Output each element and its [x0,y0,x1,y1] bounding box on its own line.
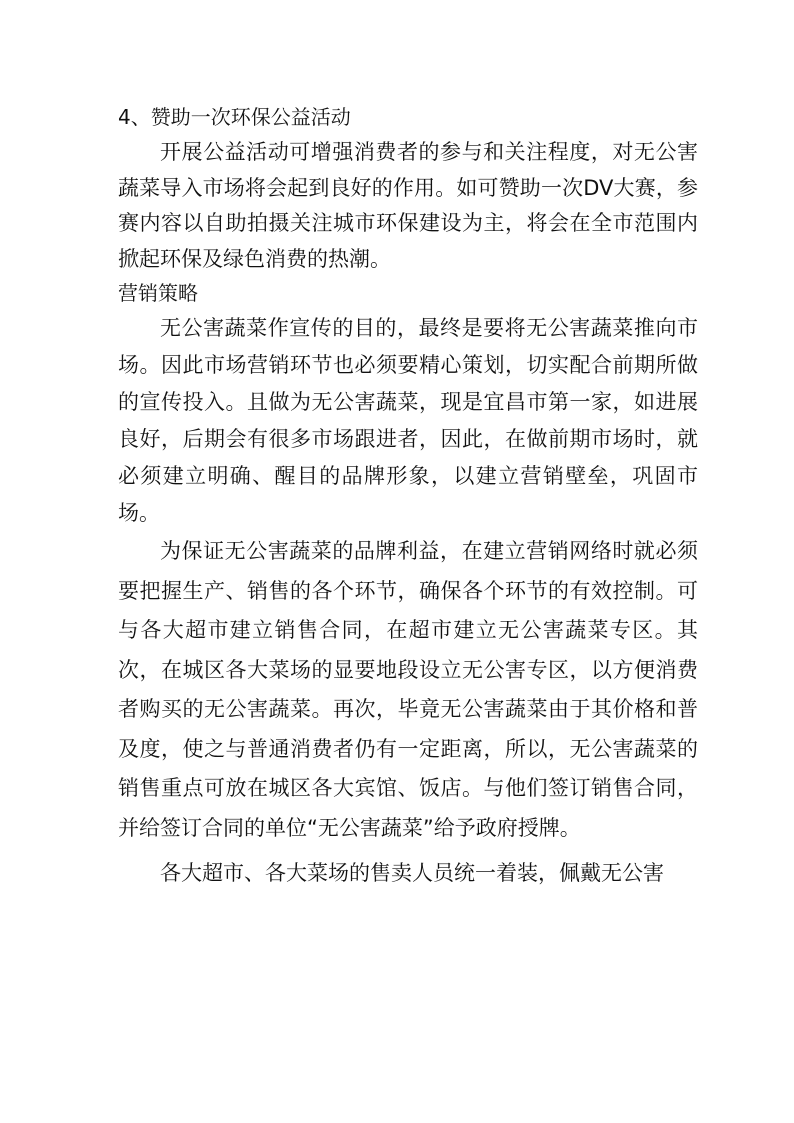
paragraph-marketing-purpose: 无公害蔬菜作宣传的目的，最终是要将无公害蔬菜推向市场。因此市场营销环节也必须要精心策划，切实配合前期所做的宣传投入。且做为无公害蔬菜，现是宜昌市第一家，如进展良好，后期会有很多市场跟进者，因此，在做前期市场时，就必须建立明确、醒目的品牌形象，以建立营销壁垒，巩固市场。 [118,316,698,526]
paragraph-public-welfare: 开展公益活动可增强消费者的参与和关注程度，对无公害蔬菜导入市场将会起到良好的作用。如可赞助一次DV大赛，参赛内容以自助拍摄关注城市环保建设为主，将会在全市范围内掀起环保及绿色消费的热潮。 [118,140,698,271]
section-heading-sponsor-event: 4、赞助一次环保公益活动 [118,105,351,129]
section-heading-marketing-strategy: 营销策略 [118,281,198,306]
document-body [118,100,698,894]
paragraph-brand-protection: 为保证无公害蔬菜的品牌利益，在建立营销网络时就必须要把握生产、销售的各个环节，确保各个环节的有效控制。可与各大超市建立销售合同，在超市建立无公害蔬菜专区。其次，在城区各大菜场的显要地段设立无公害专区，以方便消费者购买的无公害蔬菜。再次，毕竟无公害蔬菜由于其价格和普及度，使之与普通消费者仍有一定距离，所以，无公害蔬菜的销售重点可放在城区各大宾馆、饭店。与他们签订销售合同，并给签订合同的单位“无公害蔬菜”给予政府授牌。 [118,539,698,840]
paragraph-staff-uniform: 各大超市、各大菜场的售卖人员统一着装，佩戴无公害 [160,861,664,886]
